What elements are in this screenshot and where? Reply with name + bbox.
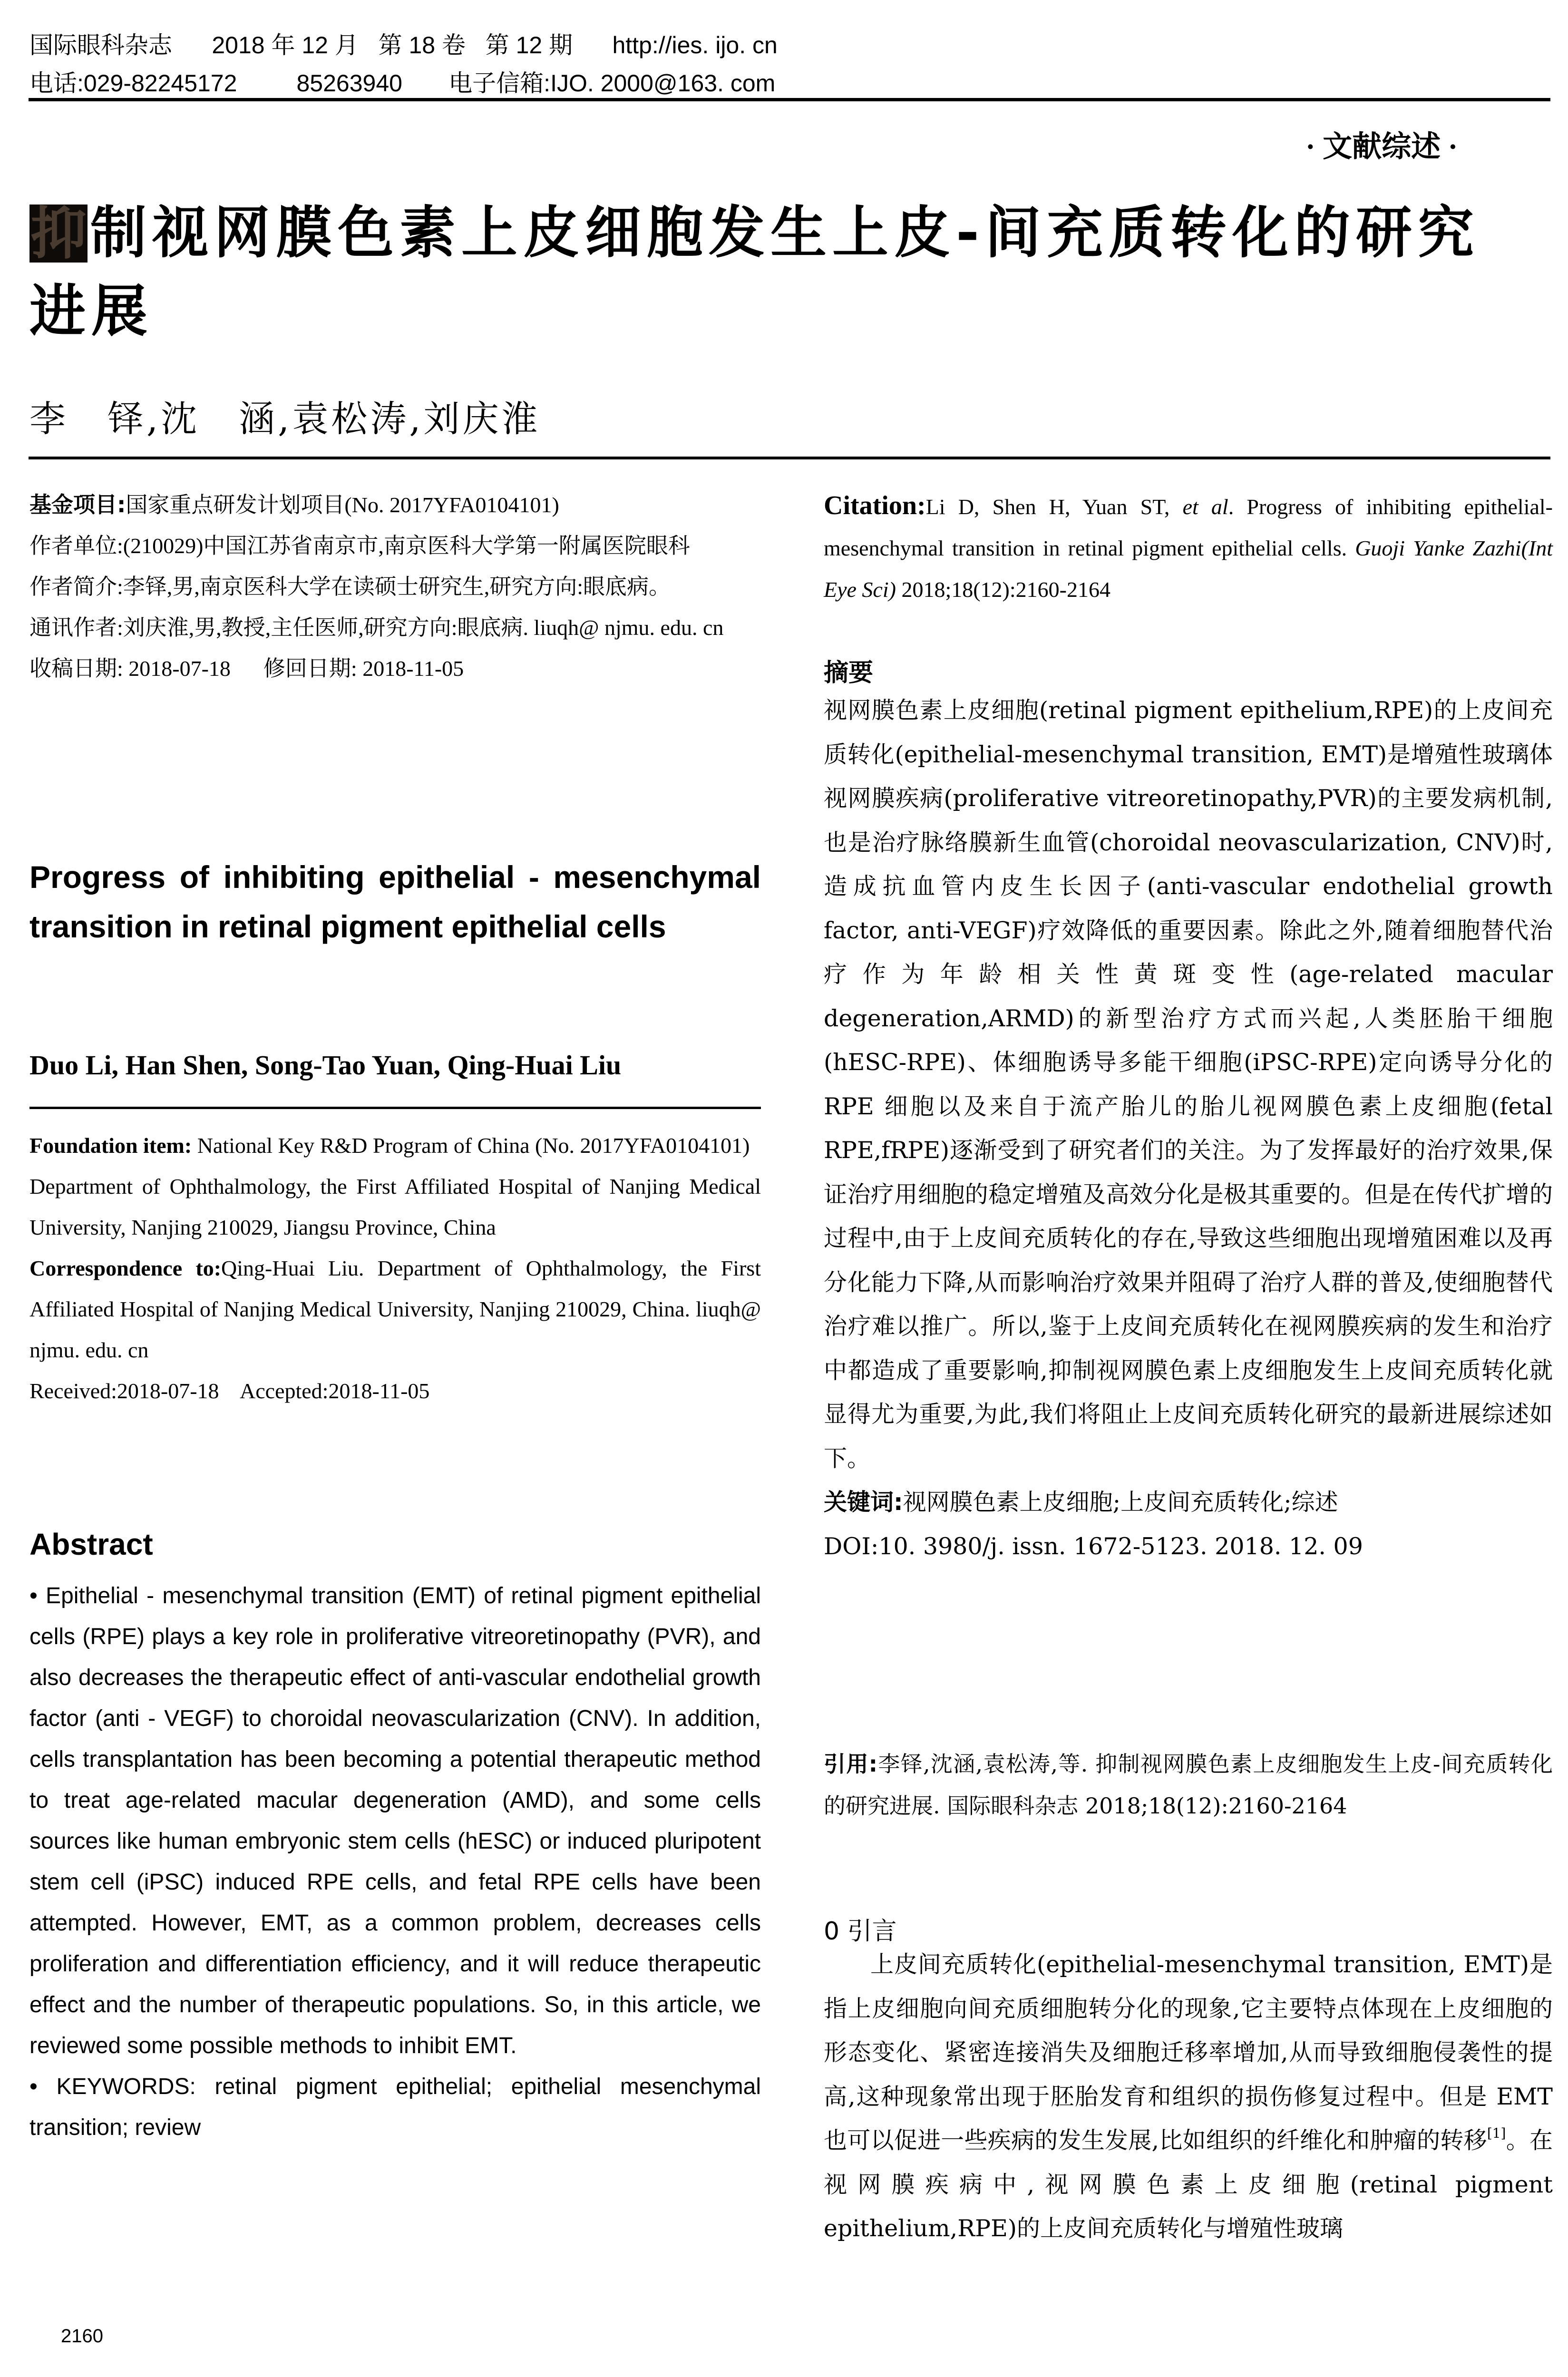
- reference-link-1[interactable]: [1]: [1487, 2125, 1506, 2141]
- authors-cn: 李 铎,沈 涵,袁松涛,刘庆淮: [29, 398, 541, 440]
- citation-en-text: . Progress of inhibiting epithelial-mesenchymal transition in retinal pigment epithelial cells.: [824, 495, 1553, 560]
- foundation-en: [29, 1125, 761, 1166]
- received-cn: 收稿日期: 2018-07-18: [29, 656, 231, 681]
- keywords-cn-text: 视网膜色素上皮细胞;上皮间充质转化;综述: [903, 1489, 1338, 1516]
- received-en: Received:2018-07-18: [29, 1379, 219, 1403]
- bio-cn-label: 作者简介:: [29, 575, 123, 599]
- abstract-en-heading: Abstract: [29, 1527, 153, 1561]
- intro-text: 上皮间充质转化(epithelial-mesenchymal transition, EMT)是指上皮细胞向间充质细胞转分化的现象,它主要特点体现在上皮细胞的形态变化、紧密连接消失及细胞迁移率增加,从而导致细胞侵袭性的提高,这种现象常出现于胚胎发育和组织的损伤修复过程中。但是 EMT 也可以促进一些疾病的发生发展,比如组织的纤维化和肿瘤的转移: [824, 1951, 1553, 2154]
- corr-cn-label: 通讯作者:: [29, 615, 123, 640]
- bio-cn-text: 李铎,男,南京医科大学在读硕士研究生,研究方向:眼底病。: [123, 575, 671, 599]
- dates-cn: [29, 648, 761, 689]
- volume: 第 18 卷: [378, 32, 466, 58]
- abstract-en-body: [29, 1576, 761, 2148]
- citation-cn-label: 引用:: [824, 1751, 878, 1777]
- citation-en-etal: et al: [1182, 495, 1228, 519]
- citation-en: [824, 485, 1553, 610]
- citation-en-label: Citation:: [824, 491, 926, 520]
- title-drop-char: 抑: [30, 201, 87, 266]
- citation-en-journal: Guoji Yanke Zazhi(Int Eye Sci): [824, 536, 1553, 602]
- dates-en: [29, 1371, 761, 1412]
- abstract-cn-heading: 摘要: [824, 659, 874, 687]
- phone: 电话:029-82245172: [29, 70, 237, 97]
- fund-cn-label: 基金项目:: [29, 492, 126, 517]
- journal-email-link[interactable]: 电子信箱:IJO. 2000@163. com: [448, 70, 776, 97]
- phone-secondary: 85263940: [296, 70, 402, 97]
- citation-en-authors: Li D, Shen H, Yuan ST,: [925, 495, 1170, 519]
- intro-heading: 0 引言: [824, 1917, 897, 1946]
- authors-en: Duo Li, Han Shen, Song-Tao Yuan, Qing-Huai Liu: [29, 1050, 622, 1081]
- abstract-cn-text: 视网膜色素上皮细胞(retinal pigment epithelium,RPE)的上皮间充质转化(epithelial-mesenchymal transition, EMT)是增殖性玻璃体视网膜疾病(proliferative vitreoretinopathy,PVR)的主要发病机制,也是治疗脉络膜新生血管(choroidal neovascularization, CNV)时,造成抗血管内皮生长因子(anti-vascular endothelial growth factor, anti-VEGF)疗效降低的重要因素。除此之外,随着细胞替代治疗作为年龄相关性黄斑变性(age-related macular degeneration,ARMD)的新型治疗方式而兴起,人类胚胎干细胞(hESC-RPE)、体细胞诱导多能干细胞(iPSC-RPE)定向诱导分化的 RPE 细胞以及来自于流产胎儿的胎儿视网膜色素上皮细胞(fetal RPE,fRPE)逐渐受到了研究者们的关注。为了发挥最好的治疗效果,保证治疗用细胞的稳定增殖及高效分化是极其重要的。但是在传代扩增的过程中,由于上皮间充质转化的存在,导致这些细胞出现增殖困难以及再分化能力下降,从而影响治疗效果并阻碍了治疗人群的普及,使细胞替代治疗难以推广。所以,鉴于上皮间充质转化在视网膜疾病的发生和治疗中都造成了重要影响,抑制视网膜色素上皮细胞发生上皮间充质转化就显得尤为重要,为此,我们将阻止上皮间充质转化研究的最新进展综述如下。: [824, 697, 1553, 1472]
- page-number: 2160: [61, 2326, 103, 2347]
- section-tag: · 文献综述 ·: [1305, 131, 1458, 163]
- title-cn-line2: 进展: [29, 278, 154, 344]
- en-authors-rule: [29, 1107, 761, 1109]
- abstract-en-text: • Epithelial - mesenchymal transition (EMT) of retinal pigment epithelial cells (RPE) plays a key role in proliferative vitreoretinopathy (PVR), and also decreases the therapeutic effect of anti-vascular endothelial growth factor (anti - VEGF) to choroidal neovascularization (CNV). In addition, cells transplantation has been becoming a potential therapeutic method to treat age-related macular degeneration (AMD), and some cells sources like human embryonic stem cells (hESC) or induced pluripotent stem cell (iPSC) induced RPE cells, and fetal RPE cells have been attempted. However, EMT, as a common problem, decreases cells proliferation and differentiation efficiency, and it will reduce therapeutic effect and the number of therapeutic populations. So, in this article, we reviewed some possible methods to inhibit EMT.: [29, 1583, 761, 2058]
- accepted-en: Accepted:2018-11-05: [240, 1379, 430, 1403]
- foundation-en-label: Foundation item:: [29, 1133, 192, 1158]
- issue-number: 第 12 期: [485, 32, 573, 58]
- title-en: Progress of inhibiting epithelial - mesenchymal transition in retinal pigment epithelial cells: [29, 859, 761, 944]
- running-header-line2: [29, 64, 775, 98]
- unit-cn: [29, 526, 761, 566]
- keywords-cn-label: 关键词:: [824, 1489, 903, 1516]
- title-rule: [29, 457, 1550, 459]
- unit-cn-text: (210029)中国江苏省南京市,南京医科大学第一附属医院眼科: [123, 534, 690, 558]
- citation-cn: [824, 1743, 1553, 1827]
- keywords-en: [29, 2066, 761, 2148]
- fund-cn: [29, 484, 761, 526]
- correspondence-en-text: Qing-Huai Liu. Department of Ophthalmology, the First Affiliated Hospital of Nanjing Medical University, Nanjing 210029, China. liuqh@ njmu. edu. cn: [29, 1256, 761, 1362]
- title-cn-rest: 制视网膜色素上皮细胞发生上皮-间充质转化的研究: [90, 200, 1480, 265]
- intro-text-cont: 。在视网膜疾病中,视网膜色素上皮细胞(retinal pigment epithelium,RPE)的上皮间充质转化与增殖性玻璃: [824, 2127, 1553, 2242]
- header-rule: [29, 98, 1550, 101]
- foundation-en-text: National Key R&D Program of China (No. 2017YFA0104101): [197, 1133, 750, 1158]
- fund-cn-text: 国家重点研发计划项目(No. 2017YFA0104101): [126, 493, 559, 517]
- journal-website-link[interactable]: http://ies. ijo. cn: [612, 32, 778, 58]
- keywords-en-text: retinal pigment epithelial; epithelial mesenchymal transition; review: [29, 2074, 761, 2140]
- doi[interactable]: DOI:10. 3980/j. issn. 1672-5123. 2018. 12. 09: [824, 1532, 1363, 1560]
- citation-en-ref: 2018;18(12):2160-2164: [901, 577, 1110, 602]
- meta-cn-block: [29, 484, 761, 689]
- running-header-line1: [29, 26, 778, 60]
- keywords-cn: [824, 1481, 1553, 1525]
- meta-en-block: [29, 1125, 761, 1412]
- corr-cn: [29, 607, 761, 648]
- corr-cn-text: 刘庆淮,男,教授,主任医师,研究方向:眼底病. liuqh@ njmu. edu. cn: [123, 615, 724, 640]
- journal-name: 国际眼科杂志: [29, 32, 172, 58]
- bio-cn: [29, 566, 761, 607]
- revised-cn: 修回日期: 2018-11-05: [263, 656, 464, 681]
- citation-cn-text: 李铎,沈涵,袁松涛,等. 抑制视网膜色素上皮细胞发生上皮-间充质转化的研究进展. 国际眼科杂志 2018;18(12):2160-2164: [824, 1751, 1553, 1819]
- issue-date: 2018 年 12 月: [212, 32, 359, 58]
- correspondence-en-label: Correspondence to:: [29, 1256, 222, 1280]
- correspondence-en: [29, 1248, 761, 1371]
- title-cn-line1: [29, 200, 1480, 266]
- intro-body: [824, 1943, 1553, 2251]
- department-en: Department of Ophthalmology, the First Affiliated Hospital of Nanjing Medical University, Nanjing 210029, Jiangsu Province, China: [29, 1174, 761, 1239]
- keywords-en-label: • KEYWORDS:: [29, 2074, 196, 2099]
- unit-cn-label: 作者单位:: [29, 534, 123, 558]
- abstract-cn-block: [824, 689, 1553, 1568]
